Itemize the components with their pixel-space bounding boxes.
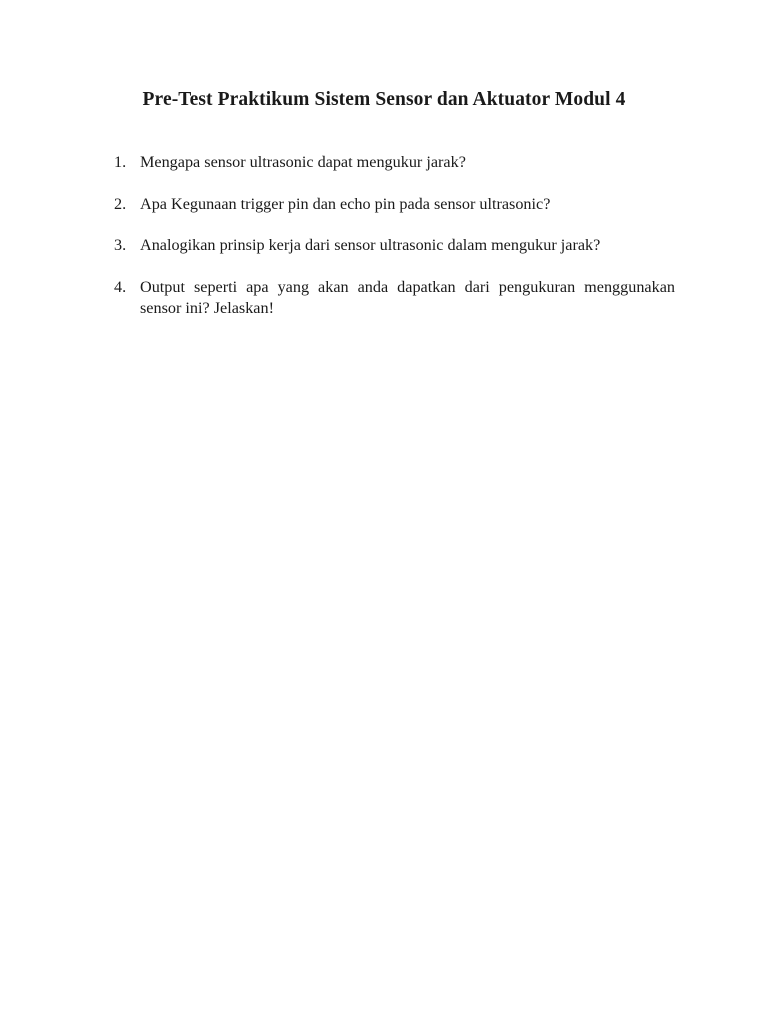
- list-item: [114, 194, 675, 216]
- question-text: Mengapa sensor ultrasonic dapat mengukur jarak?: [140, 153, 466, 171]
- list-item: [114, 235, 675, 257]
- question-text: Output seperti apa yang akan anda dapatkan dari pengukuran menggunakan sensor ini? Jelaskan!: [140, 277, 675, 317]
- list-item: [114, 277, 675, 320]
- question-text: Analogikan prinsip kerja dari sensor ultrasonic dalam mengukur jarak?: [140, 236, 601, 254]
- question-number: 4.: [114, 277, 127, 296]
- question-list: [114, 152, 675, 340]
- question-text: Apa Kegunaan trigger pin dan echo pin pada sensor ultrasonic?: [140, 194, 551, 213]
- question-number: 1.: [114, 153, 127, 171]
- list-item: [114, 152, 675, 174]
- question-number: 2.: [114, 194, 127, 213]
- question-number: 3.: [114, 236, 127, 254]
- page-title: Pre-Test Praktikum Sistem Sensor dan Aktuator Modul 4: [142, 89, 626, 110]
